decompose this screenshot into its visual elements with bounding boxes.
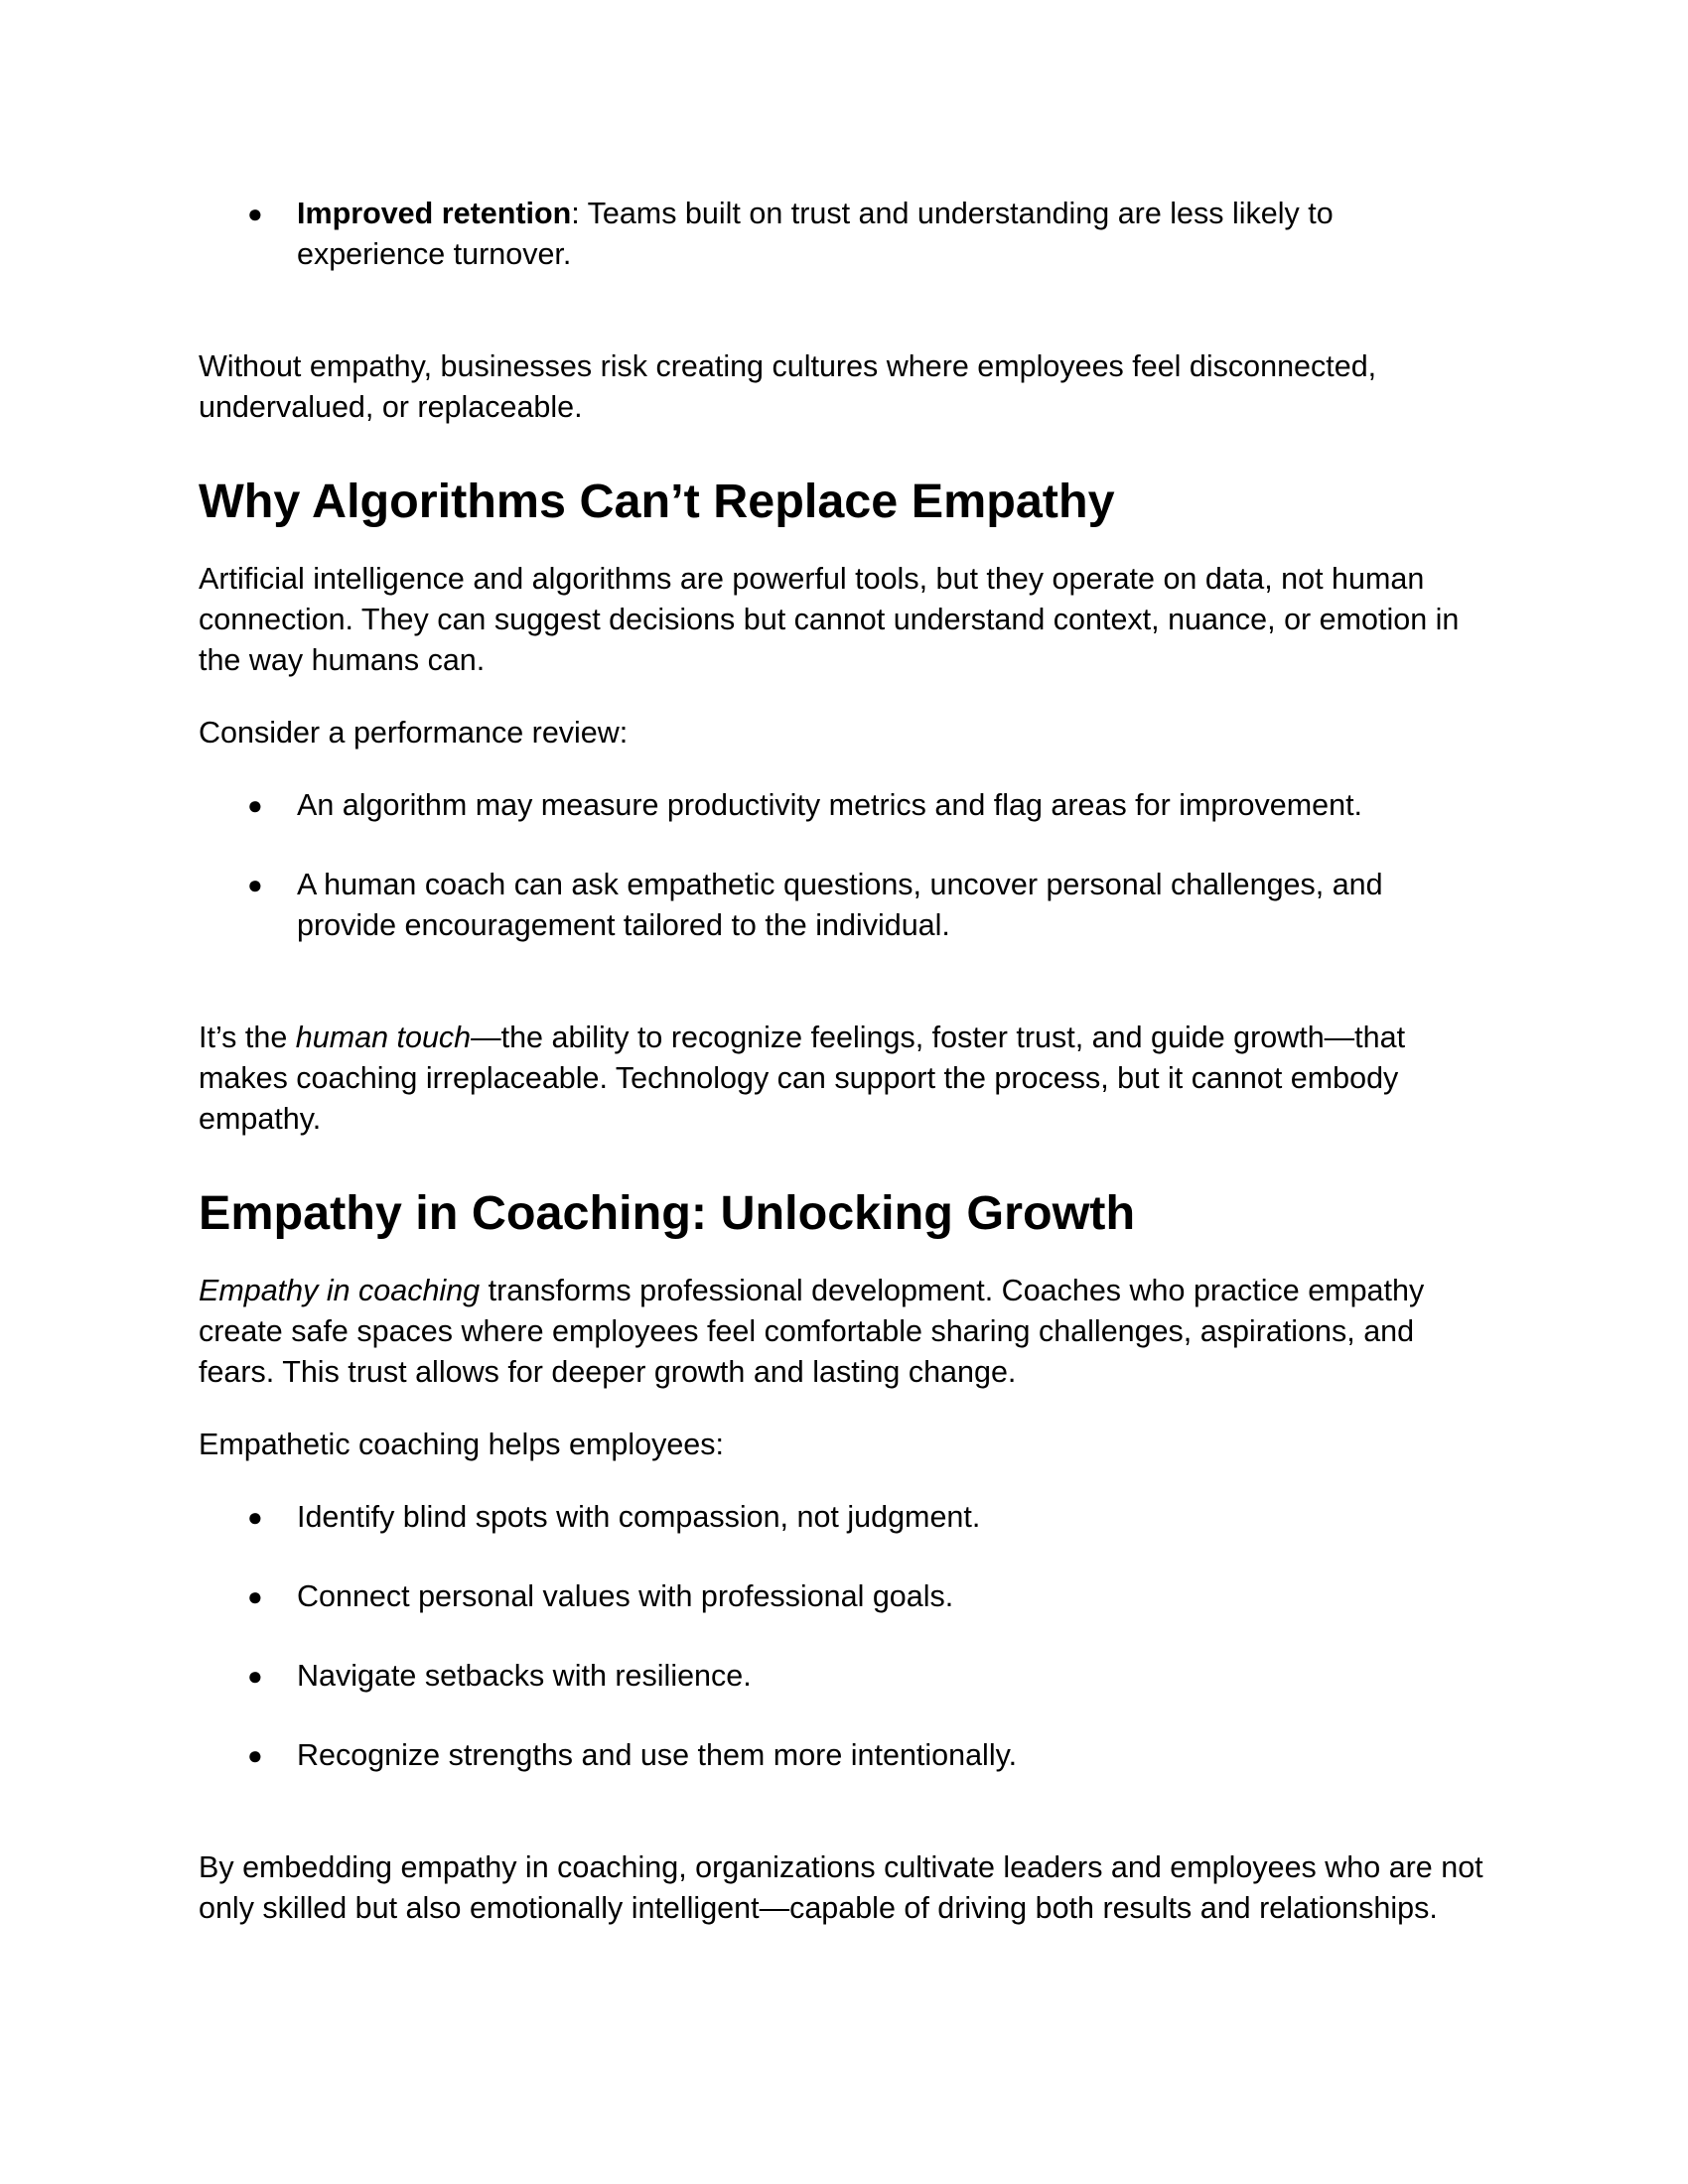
bullet-icon: ● (247, 790, 263, 820)
paragraph-text: —the ability to recognize feelings, foster trust, and guide growth—that makes coaching irreplaceable. Technology can support the process, but it cannot embody empathy. (199, 1021, 1406, 1136)
bullet-icon: ● (247, 1502, 263, 1532)
bullet-icon: ● (247, 870, 263, 899)
list-item-text: An algorithm may measure productivity metrics and flag areas for improvement. (297, 788, 1363, 822)
paragraph: Without empathy, businesses risk creating cultures where employees feel disconnected, undervalued, or replaceable. (199, 349, 1377, 424)
paragraph-text: It’s the (199, 1021, 296, 1054)
bullet-icon: ● (247, 1581, 263, 1611)
paragraph: By embedding empathy in coaching, organizations cultivate leaders and employees who are not only skilled but also emotionally intelligent—capable of driving both results and relationships. (199, 1850, 1483, 1925)
list-item (199, 785, 1489, 826)
list-item-text: Recognize strengths and use them more intentionally. (297, 1738, 1018, 1772)
paragraph-text: transforms professional development. Coaches who practice empathy create safe spaces where employees feel comfortable sharing challenges, aspirations, and fears. This trust allows for deeper growth and lasting change. (199, 1274, 1425, 1389)
bullet-list (199, 785, 1489, 946)
list-item-text: : Teams built on trust and understanding are less likely to experience turnover. (297, 197, 1334, 271)
list-item-text: A human coach can ask empathetic questions, uncover personal challenges, and provide encouragement tailored to the individual. (297, 868, 1383, 942)
document-page (199, 194, 1489, 1929)
paragraph-italic: Empathy in coaching (199, 1274, 481, 1307)
list-item (199, 1497, 1489, 1538)
list-item (199, 1576, 1489, 1617)
list-item-bold-term: Improved retention (297, 197, 572, 230)
section-heading: Empathy in Coaching: Unlocking Growth (199, 1186, 1136, 1240)
bullet-list (199, 1497, 1489, 1776)
paragraph (199, 1271, 1489, 1393)
paragraph: Artificial intelligence and algorithms are powerful tools, but they operate on data, not human connection. They can suggest decisions but cannot understand context, nuance, or emotion in the way humans can. (199, 562, 1460, 677)
list-item (199, 1735, 1489, 1776)
list-item-text: Identify blind spots with compassion, not judgment. (297, 1500, 981, 1534)
bullet-icon: ● (247, 1740, 263, 1770)
list-item (199, 865, 1489, 946)
list-item (199, 194, 1489, 275)
bullet-icon: ● (247, 1661, 263, 1691)
bullet-list (199, 194, 1489, 275)
list-item-text: Navigate setbacks with resilience. (297, 1659, 752, 1693)
paragraph: Empathetic coaching helps employees: (199, 1428, 724, 1461)
list-item-text: Connect personal values with professional goals. (297, 1579, 954, 1613)
paragraph: Consider a performance review: (199, 716, 629, 750)
bullet-icon: ● (247, 199, 263, 228)
paragraph-italic: human touch (295, 1021, 472, 1054)
section-heading: Why Algorithms Can’t Replace Empathy (199, 475, 1115, 528)
paragraph (199, 1018, 1489, 1140)
list-item (199, 1656, 1489, 1697)
